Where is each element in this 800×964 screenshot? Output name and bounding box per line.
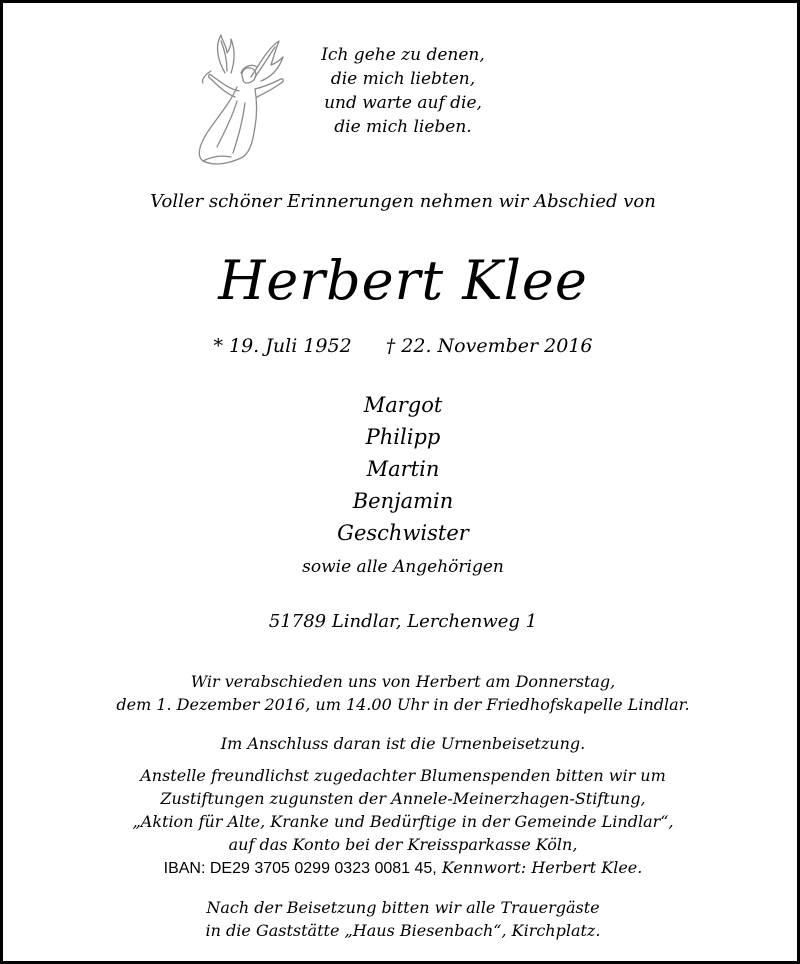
burial-info: Im Anschluss daran ist die Urnenbeisetzung. (220, 734, 586, 753)
iban: IBAN: DE29 3705 0299 0323 0081 45, (163, 860, 437, 877)
poem-line: Ich gehe zu denen, (321, 45, 485, 65)
donation-bank-line (3, 856, 800, 880)
donation-line: „Aktion für Alte, Kranke und Bedürftige in der Gemeinde Lindlar“, (132, 812, 674, 831)
funeral-line: Wir verabschieden uns von Herbert am Donnerstag, (190, 672, 616, 691)
family-member: Margot (363, 393, 443, 417)
poem-line: und warte auf die, (324, 93, 482, 113)
donation-info (3, 764, 800, 880)
angel-illustration (181, 31, 285, 171)
donation-line: auf das Konto bei der Kreissparkasse Köln, (228, 835, 578, 854)
family-member: Geschwister (337, 521, 469, 545)
life-dates (3, 335, 800, 357)
donation-line: Zustiftungen zugunsten der Annele-Meinerzhagen-Stiftung, (160, 789, 646, 808)
family-address: 51789 Lindlar, Lerchenweg 1 (268, 611, 538, 632)
family-members (3, 389, 800, 549)
farewell-intro: Voller schöner Erinnerungen nehmen wir Abschied von (150, 191, 656, 212)
poem-line: die mich liebten, (330, 69, 476, 89)
donation-keyword: Kennwort: Herbert Klee. (441, 858, 643, 877)
funeral-line: dem 1. Dezember 2016, um 14.00 Uhr in der Friedhofskapelle Lindlar. (116, 695, 690, 714)
reception-line: Nach der Beisetzung bitten wir alle Trauergäste (206, 898, 600, 917)
relatives-line: sowie alle Angehörigen (302, 557, 504, 577)
family-member: Martin (366, 457, 440, 481)
reception-line: in die Gaststätte „Haus Biesenbach“, Kirchplatz. (205, 921, 601, 940)
funeral-info (3, 670, 800, 716)
death-date: † 22. November 2016 (385, 335, 593, 357)
deceased-name: Herbert Klee (218, 249, 588, 312)
poem (303, 43, 503, 139)
donation-line: Anstelle freundlichst zugedachter Blumenspenden bitten wir um (140, 766, 666, 785)
reception-info (3, 896, 800, 942)
family-member: Philipp (365, 425, 441, 449)
poem-line: die mich lieben. (334, 117, 472, 137)
family-member: Benjamin (352, 489, 454, 513)
birth-date: * 19. Juli 1952 (213, 335, 352, 357)
